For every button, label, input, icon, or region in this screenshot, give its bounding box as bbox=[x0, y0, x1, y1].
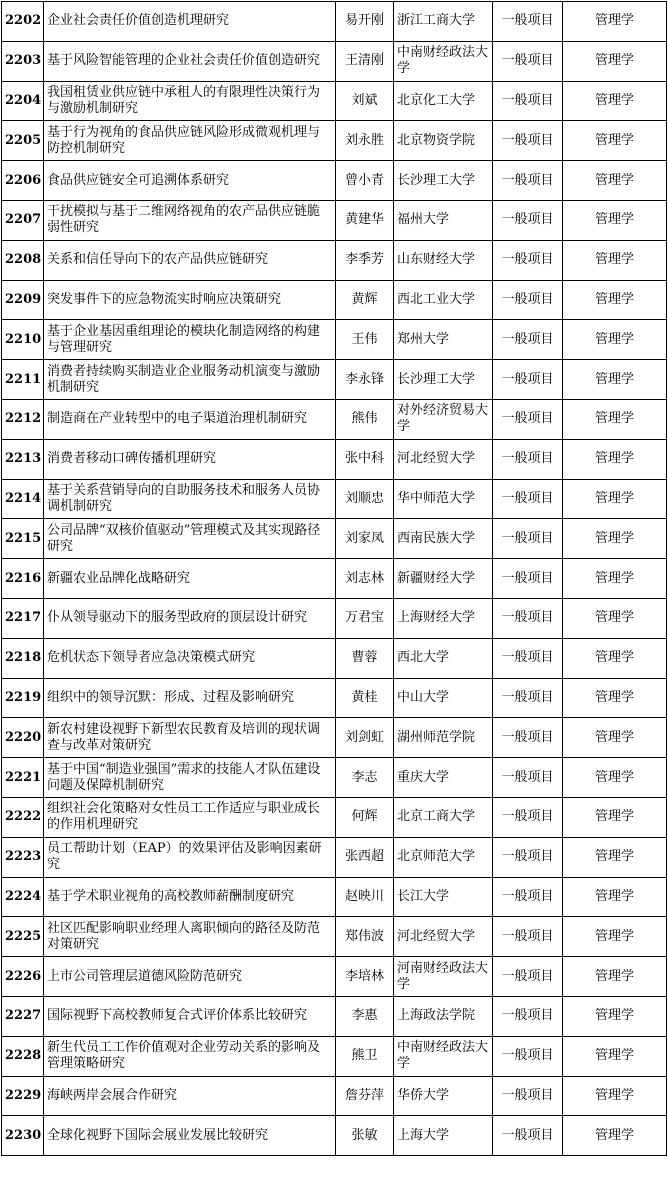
project-category: 一般项目 bbox=[493, 1116, 563, 1156]
principal-investigator: 易开刚 bbox=[336, 2, 394, 42]
institution: 北京化工大学 bbox=[394, 81, 493, 121]
project-category: 一般项目 bbox=[493, 81, 563, 121]
institution: 中南财经政法大学 bbox=[394, 41, 493, 81]
table-row bbox=[2, 718, 667, 758]
project-category: 一般项目 bbox=[493, 678, 563, 718]
project-table bbox=[1, 1, 667, 1156]
project-category: 一般项目 bbox=[493, 360, 563, 400]
table-row bbox=[2, 598, 667, 638]
project-title: 员工帮助计划（EAP）的效果评估及影响因素研究 bbox=[44, 837, 336, 877]
discipline: 管理学 bbox=[563, 638, 667, 678]
project-number: 2218 bbox=[2, 638, 44, 678]
institution: 河北经贸大学 bbox=[394, 439, 493, 479]
institution: 新疆财经大学 bbox=[394, 559, 493, 599]
project-title: 食品供应链安全可追溯体系研究 bbox=[44, 161, 336, 201]
discipline: 管理学 bbox=[563, 797, 667, 837]
project-number: 2210 bbox=[2, 320, 44, 360]
project-title: 基于企业基因重组理论的模块化制造网络的构建与管理研究 bbox=[44, 320, 336, 360]
principal-investigator: 李季芳 bbox=[336, 240, 394, 280]
project-number: 2208 bbox=[2, 240, 44, 280]
project-number: 2212 bbox=[2, 399, 44, 439]
discipline: 管理学 bbox=[563, 320, 667, 360]
institution: 西南民族大学 bbox=[394, 519, 493, 559]
discipline: 管理学 bbox=[563, 121, 667, 161]
principal-investigator: 曹蓉 bbox=[336, 638, 394, 678]
table-row bbox=[2, 1036, 667, 1076]
project-title: 基于关系营销导向的自助服务技术和服务人员协调机制研究 bbox=[44, 479, 336, 519]
project-number: 2209 bbox=[2, 280, 44, 320]
project-category: 一般项目 bbox=[493, 280, 563, 320]
discipline: 管理学 bbox=[563, 1076, 667, 1116]
project-title: 制造商在产业转型中的电子渠道治理机制研究 bbox=[44, 399, 336, 439]
institution: 重庆大学 bbox=[394, 758, 493, 798]
discipline: 管理学 bbox=[563, 240, 667, 280]
project-category: 一般项目 bbox=[493, 1076, 563, 1116]
discipline: 管理学 bbox=[563, 758, 667, 798]
table-row bbox=[2, 797, 667, 837]
principal-investigator: 赵映川 bbox=[336, 877, 394, 917]
principal-investigator: 刘永胜 bbox=[336, 121, 394, 161]
institution: 华侨大学 bbox=[394, 1076, 493, 1116]
project-category: 一般项目 bbox=[493, 797, 563, 837]
project-number: 2219 bbox=[2, 678, 44, 718]
project-category: 一般项目 bbox=[493, 41, 563, 81]
project-category: 一般项目 bbox=[493, 161, 563, 201]
project-number: 2205 bbox=[2, 121, 44, 161]
discipline: 管理学 bbox=[563, 678, 667, 718]
table-row bbox=[2, 957, 667, 997]
project-title: 全球化视野下国际会展业发展比较研究 bbox=[44, 1116, 336, 1156]
project-title: 干扰模拟与基于二维网络视角的农产品供应链脆弱性研究 bbox=[44, 200, 336, 240]
institution: 华中师范大学 bbox=[394, 479, 493, 519]
discipline: 管理学 bbox=[563, 519, 667, 559]
project-category: 一般项目 bbox=[493, 399, 563, 439]
project-number: 2211 bbox=[2, 360, 44, 400]
table-row bbox=[2, 161, 667, 201]
project-title: 新生代员工工作价值观对企业劳动关系的影响及管理策略研究 bbox=[44, 1036, 336, 1076]
project-number: 2207 bbox=[2, 200, 44, 240]
project-title: 我国租赁业供应链中承租人的有限理性决策行为与激励机制研究 bbox=[44, 81, 336, 121]
table-row bbox=[2, 200, 667, 240]
project-category: 一般项目 bbox=[493, 2, 563, 42]
project-title: 社区匹配影响职业经理人离职倾向的路径及防范对策研究 bbox=[44, 917, 336, 957]
project-category: 一般项目 bbox=[493, 121, 563, 161]
discipline: 管理学 bbox=[563, 837, 667, 877]
principal-investigator: 张西超 bbox=[336, 837, 394, 877]
institution: 北京工商大学 bbox=[394, 797, 493, 837]
institution: 上海政法学院 bbox=[394, 996, 493, 1036]
table-row bbox=[2, 280, 667, 320]
project-number: 2228 bbox=[2, 1036, 44, 1076]
project-category: 一般项目 bbox=[493, 439, 563, 479]
principal-investigator: 刘剑虹 bbox=[336, 718, 394, 758]
institution: 河南财经政法大学 bbox=[394, 957, 493, 997]
table-row bbox=[2, 559, 667, 599]
table-row bbox=[2, 399, 667, 439]
discipline: 管理学 bbox=[563, 200, 667, 240]
project-number: 2223 bbox=[2, 837, 44, 877]
project-title: 海峡两岸会展合作研究 bbox=[44, 1076, 336, 1116]
project-number: 2202 bbox=[2, 2, 44, 42]
discipline: 管理学 bbox=[563, 81, 667, 121]
institution: 西北工业大学 bbox=[394, 280, 493, 320]
project-category: 一般项目 bbox=[493, 996, 563, 1036]
project-title: 危机状态下领导者应急决策模式研究 bbox=[44, 638, 336, 678]
project-number: 2215 bbox=[2, 519, 44, 559]
table-row bbox=[2, 758, 667, 798]
table-row bbox=[2, 439, 667, 479]
principal-investigator: 黄辉 bbox=[336, 280, 394, 320]
project-title: 基于风险智能管理的企业社会责任价值创造研究 bbox=[44, 41, 336, 81]
table-row bbox=[2, 240, 667, 280]
institution: 中南财经政法大学 bbox=[394, 1036, 493, 1076]
project-category: 一般项目 bbox=[493, 479, 563, 519]
project-category: 一般项目 bbox=[493, 519, 563, 559]
project-title: 上市公司管理层道德风险防范研究 bbox=[44, 957, 336, 997]
table-row bbox=[2, 837, 667, 877]
project-title: 仆从领导驱动下的服务型政府的顶层设计研究 bbox=[44, 598, 336, 638]
discipline: 管理学 bbox=[563, 161, 667, 201]
discipline: 管理学 bbox=[563, 399, 667, 439]
institution: 中山大学 bbox=[394, 678, 493, 718]
table-row bbox=[2, 1076, 667, 1116]
project-title: 组织中的领导沉默：形成、过程及影响研究 bbox=[44, 678, 336, 718]
project-title: 消费者持续购买制造业企业服务动机演变与激励机制研究 bbox=[44, 360, 336, 400]
discipline: 管理学 bbox=[563, 439, 667, 479]
table-row bbox=[2, 41, 667, 81]
discipline: 管理学 bbox=[563, 1116, 667, 1156]
principal-investigator: 何辉 bbox=[336, 797, 394, 837]
discipline: 管理学 bbox=[563, 280, 667, 320]
table-row bbox=[2, 1116, 667, 1156]
principal-investigator: 刘家凤 bbox=[336, 519, 394, 559]
discipline: 管理学 bbox=[563, 360, 667, 400]
project-number: 2230 bbox=[2, 1116, 44, 1156]
principal-investigator: 詹芬萍 bbox=[336, 1076, 394, 1116]
principal-investigator: 黄桂 bbox=[336, 678, 394, 718]
discipline: 管理学 bbox=[563, 917, 667, 957]
project-number: 2225 bbox=[2, 917, 44, 957]
discipline: 管理学 bbox=[563, 1036, 667, 1076]
principal-investigator: 张敏 bbox=[336, 1116, 394, 1156]
institution: 福州大学 bbox=[394, 200, 493, 240]
discipline: 管理学 bbox=[563, 598, 667, 638]
table-row bbox=[2, 877, 667, 917]
project-category: 一般项目 bbox=[493, 240, 563, 280]
discipline: 管理学 bbox=[563, 559, 667, 599]
project-number: 2213 bbox=[2, 439, 44, 479]
project-number: 2216 bbox=[2, 559, 44, 599]
institution: 西北大学 bbox=[394, 638, 493, 678]
institution: 北京物资学院 bbox=[394, 121, 493, 161]
project-number: 2217 bbox=[2, 598, 44, 638]
institution: 上海大学 bbox=[394, 1116, 493, 1156]
institution: 湖州师范学院 bbox=[394, 718, 493, 758]
project-number: 2224 bbox=[2, 877, 44, 917]
institution: 对外经济贸易大学 bbox=[394, 399, 493, 439]
principal-investigator: 李惠 bbox=[336, 996, 394, 1036]
principal-investigator: 刘志林 bbox=[336, 559, 394, 599]
institution: 长沙理工大学 bbox=[394, 360, 493, 400]
principal-investigator: 黄建华 bbox=[336, 200, 394, 240]
project-title: 基于学术职业视角的高校教师薪酬制度研究 bbox=[44, 877, 336, 917]
project-category: 一般项目 bbox=[493, 957, 563, 997]
project-category: 一般项目 bbox=[493, 598, 563, 638]
institution: 浙江工商大学 bbox=[394, 2, 493, 42]
principal-investigator: 王清刚 bbox=[336, 41, 394, 81]
project-title: 组织社会化策略对女性员工工作适应与职业成长的作用机理研究 bbox=[44, 797, 336, 837]
table-body bbox=[2, 2, 667, 1156]
project-number: 2203 bbox=[2, 41, 44, 81]
principal-investigator: 曾小青 bbox=[336, 161, 394, 201]
table-row bbox=[2, 320, 667, 360]
project-title: 新疆农业品牌化战略研究 bbox=[44, 559, 336, 599]
principal-investigator: 李志 bbox=[336, 758, 394, 798]
principal-investigator: 万君宝 bbox=[336, 598, 394, 638]
project-title: 基于中国“制造业强国”需求的技能人才队伍建设问题及保障机制研究 bbox=[44, 758, 336, 798]
project-title: 企业社会责任价值创造机理研究 bbox=[44, 2, 336, 42]
project-number: 2226 bbox=[2, 957, 44, 997]
table-row bbox=[2, 917, 667, 957]
project-title: 关系和信任导向下的农产品供应链研究 bbox=[44, 240, 336, 280]
institution: 长江大学 bbox=[394, 877, 493, 917]
table-row bbox=[2, 479, 667, 519]
project-title: 新农村建设视野下新型农民教育及培训的现状调查与改革对策研究 bbox=[44, 718, 336, 758]
project-number: 2229 bbox=[2, 1076, 44, 1116]
project-number: 2220 bbox=[2, 718, 44, 758]
table-row bbox=[2, 519, 667, 559]
table-row bbox=[2, 121, 667, 161]
project-title: 国际视野下高校教师复合式评价体系比较研究 bbox=[44, 996, 336, 1036]
discipline: 管理学 bbox=[563, 2, 667, 42]
project-number: 2214 bbox=[2, 479, 44, 519]
project-category: 一般项目 bbox=[493, 758, 563, 798]
discipline: 管理学 bbox=[563, 957, 667, 997]
principal-investigator: 刘斌 bbox=[336, 81, 394, 121]
project-title: 消费者移动口碑传播机理研究 bbox=[44, 439, 336, 479]
project-category: 一般项目 bbox=[493, 200, 563, 240]
principal-investigator: 王伟 bbox=[336, 320, 394, 360]
institution: 北京师范大学 bbox=[394, 837, 493, 877]
discipline: 管理学 bbox=[563, 479, 667, 519]
principal-investigator: 张中科 bbox=[336, 439, 394, 479]
principal-investigator: 郑伟波 bbox=[336, 917, 394, 957]
project-title: 基于行为视角的食品供应链风险形成微观机理与防控机制研究 bbox=[44, 121, 336, 161]
table-row bbox=[2, 638, 667, 678]
institution: 长沙理工大学 bbox=[394, 161, 493, 201]
principal-investigator: 李培林 bbox=[336, 957, 394, 997]
project-category: 一般项目 bbox=[493, 877, 563, 917]
institution: 山东财经大学 bbox=[394, 240, 493, 280]
principal-investigator: 熊伟 bbox=[336, 399, 394, 439]
project-number: 2222 bbox=[2, 797, 44, 837]
project-category: 一般项目 bbox=[493, 1036, 563, 1076]
principal-investigator: 熊卫 bbox=[336, 1036, 394, 1076]
project-number: 2204 bbox=[2, 81, 44, 121]
institution: 河北经贸大学 bbox=[394, 917, 493, 957]
project-number: 2221 bbox=[2, 758, 44, 798]
principal-investigator: 李永锋 bbox=[336, 360, 394, 400]
project-category: 一般项目 bbox=[493, 718, 563, 758]
institution: 郑州大学 bbox=[394, 320, 493, 360]
discipline: 管理学 bbox=[563, 996, 667, 1036]
institution: 上海财经大学 bbox=[394, 598, 493, 638]
table-row bbox=[2, 360, 667, 400]
discipline: 管理学 bbox=[563, 718, 667, 758]
principal-investigator: 刘顺忠 bbox=[336, 479, 394, 519]
project-category: 一般项目 bbox=[493, 917, 563, 957]
project-category: 一般项目 bbox=[493, 837, 563, 877]
table-row bbox=[2, 996, 667, 1036]
project-category: 一般项目 bbox=[493, 320, 563, 360]
project-title: 突发事件下的应急物流实时响应决策研究 bbox=[44, 280, 336, 320]
discipline: 管理学 bbox=[563, 41, 667, 81]
table-row bbox=[2, 678, 667, 718]
project-number: 2206 bbox=[2, 161, 44, 201]
table-row bbox=[2, 81, 667, 121]
project-number: 2227 bbox=[2, 996, 44, 1036]
project-category: 一般项目 bbox=[493, 559, 563, 599]
table-row bbox=[2, 2, 667, 42]
project-title: 公司品牌“双核价值驱动”管理模式及其实现路径研究 bbox=[44, 519, 336, 559]
discipline: 管理学 bbox=[563, 877, 667, 917]
project-category: 一般项目 bbox=[493, 638, 563, 678]
